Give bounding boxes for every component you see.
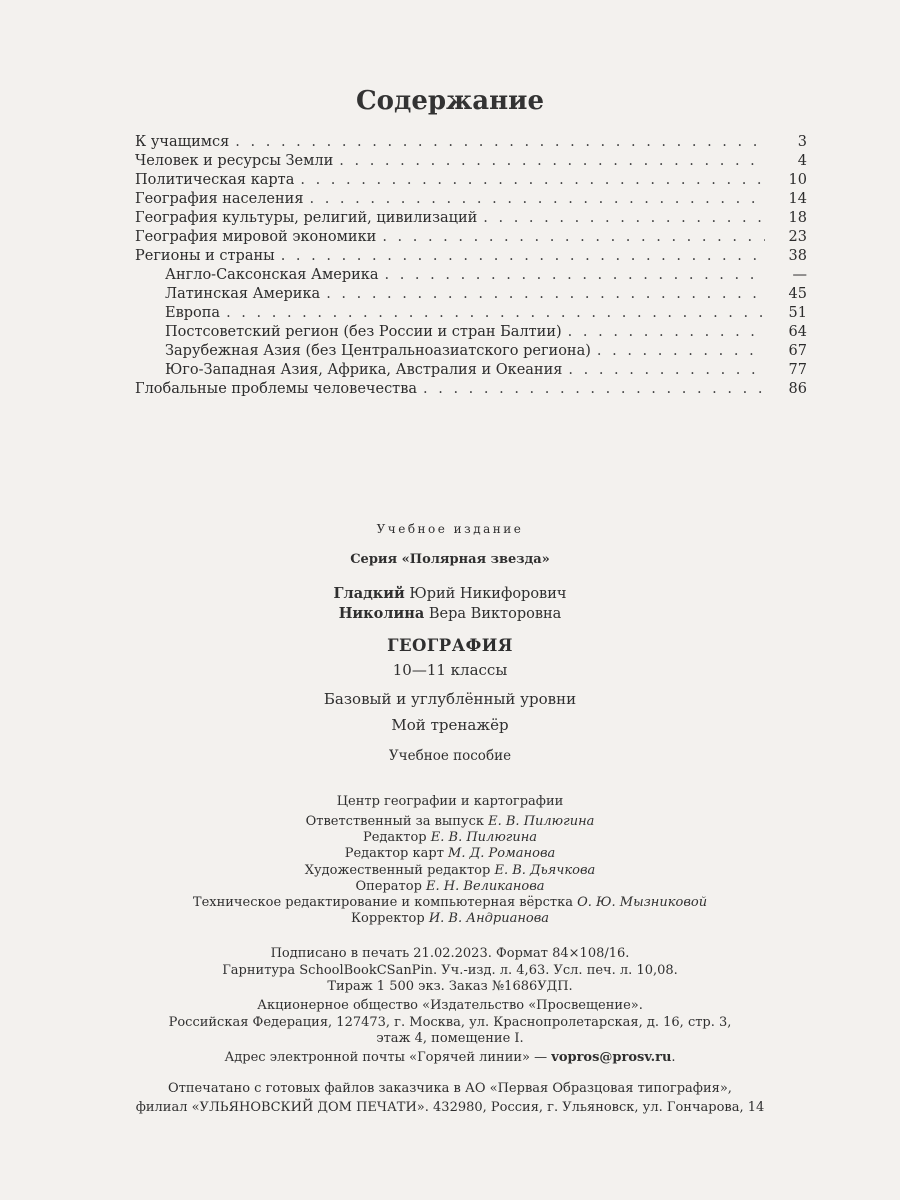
- toc-item-page: 14: [788, 191, 807, 207]
- print-info-line: Гарнитура SchoolBookCSanPin. Уч.-изд. л. 4,63. Усл. печ. л. 10,08.: [222, 962, 678, 978]
- credit-name: Е. Н. Великанова: [426, 878, 545, 894]
- toc-subitem: [135, 285, 807, 304]
- toc-item-page: 3: [797, 134, 807, 150]
- toc-item-label: Юго-Западная Азия, Африка, Австралия и Океания: [165, 362, 563, 378]
- credit-line: [0, 911, 900, 927]
- credit-role: Корректор: [350, 911, 425, 927]
- toc-leader-dots: [483, 209, 765, 228]
- staff-credits: [0, 814, 900, 927]
- toc-leader-dots: [339, 152, 765, 171]
- toc-item: [135, 171, 807, 190]
- toc-item-page: 64: [788, 324, 807, 340]
- toc-subitem: [135, 361, 807, 380]
- toc-item-page: 77: [788, 362, 807, 378]
- credit-name: Е. В. Пилюгина: [488, 814, 595, 829]
- book-subtitle: Мой тренажёр: [391, 716, 509, 734]
- toc-item-label: Человек и ресурсы Земли: [135, 153, 334, 169]
- toc-item: [135, 133, 807, 152]
- credit-name: О. Ю. Мызниковой: [577, 895, 708, 911]
- toc-item: [135, 190, 807, 209]
- toc-item: [135, 209, 807, 228]
- toc-item: [135, 228, 807, 247]
- author-line: [0, 604, 900, 624]
- toc-item: [135, 380, 807, 399]
- credit-line: [0, 879, 900, 895]
- toc-item-label: Регионы и страны: [135, 248, 275, 264]
- credit-line: [0, 863, 900, 879]
- toc-leader-dots: [597, 342, 765, 361]
- book-kind: Учебное пособие: [388, 748, 512, 764]
- toc-item-label: Постсоветский регион (без России и стран Балтии): [165, 324, 562, 340]
- table-of-contents: [135, 133, 807, 399]
- author-line: [0, 584, 900, 604]
- series-name: Серия «Полярная звезда»: [350, 552, 550, 567]
- authors: [0, 584, 900, 624]
- credit-line: [0, 814, 900, 830]
- credit-role: Ответственный за выпуск: [305, 814, 484, 829]
- credit-role: Редактор карт: [344, 846, 444, 862]
- author-surname: Гладкий: [333, 585, 405, 602]
- toc-leader-dots: [326, 285, 765, 304]
- toc-leader-dots: [300, 171, 765, 190]
- credit-role: Оператор: [355, 878, 422, 894]
- toc-item-label: Англо-Саксонская Америка: [165, 267, 379, 283]
- printer-line: Отпечатано с готовых файлов заказчика в АО «Первая Образцовая типография»,: [168, 1081, 732, 1096]
- author-names: Вера Викторовна: [428, 606, 562, 622]
- book-grades: 10—11 классы: [392, 661, 508, 679]
- credit-name: Е. В. Пилюгина: [430, 830, 538, 846]
- toc-item-label: География культуры, религий, цивилизаций: [135, 210, 478, 226]
- toc-item-page: 45: [788, 286, 807, 302]
- publisher-info: [0, 998, 900, 1048]
- printer-info: [0, 1079, 900, 1117]
- toc-item-page: 86: [788, 381, 807, 397]
- toc-item-label: Латинская Америка: [165, 286, 321, 302]
- toc-leader-dots: [281, 247, 765, 266]
- edition-type: Учебное издание: [376, 522, 524, 536]
- toc-leader-dots: [382, 228, 765, 247]
- publisher-line: этаж 4, помещение I.: [376, 1031, 524, 1046]
- toc-item: [135, 247, 807, 266]
- credit-line: [0, 895, 900, 911]
- printer-line: филиал «УЛЬЯНОВСКИЙ ДОМ ПЕЧАТИ». 432980, Россия, г. Ульяновск, ул. Гончарова, 14: [135, 1100, 765, 1115]
- author-surname: Николина: [338, 605, 425, 622]
- toc-item: [135, 152, 807, 171]
- toc-leader-dots: [235, 133, 765, 152]
- publisher-line: Акционерное общество «Издательство «Просвещение».: [257, 998, 643, 1013]
- publisher-line: Российская Федерация, 127473, г. Москва, ул. Краснопролетарская, д. 16, стр. 3,: [168, 1014, 732, 1030]
- book-title: ГЕОГРАФИЯ: [387, 636, 513, 655]
- toc-item-label: География населения: [135, 191, 304, 207]
- toc-leader-dots: [310, 190, 766, 209]
- toc-item-page: 4: [797, 153, 807, 169]
- toc-title: Содержание: [355, 86, 545, 116]
- credit-line: [0, 846, 900, 862]
- toc-item-label: Политическая карта: [135, 172, 295, 188]
- toc-leader-dots: [568, 361, 765, 380]
- email-suffix: .: [671, 1050, 676, 1065]
- credit-name: М. Д. Романова: [448, 846, 556, 862]
- email-address: vopros@prosv.ru: [551, 1050, 672, 1065]
- toc-item-label: Европа: [165, 305, 221, 321]
- toc-item-page: 23: [788, 229, 807, 245]
- email-prefix: Адрес электронной почты «Горячей линии» —: [224, 1050, 548, 1065]
- credit-role: Художественный редактор: [304, 862, 491, 878]
- toc-item-label: Зарубежная Азия (без Центральноазиатского региона): [165, 343, 591, 359]
- print-info-line: Тираж 1 500 экз. Заказ №1686УДП.: [327, 979, 573, 994]
- toc-leader-dots: [423, 380, 765, 399]
- toc-subitem: [135, 266, 807, 285]
- email-line: [0, 1050, 900, 1067]
- toc-item-page: 67: [788, 343, 807, 359]
- toc-item-page: —: [792, 267, 807, 283]
- credit-name: И. В. Андрианова: [428, 911, 550, 927]
- book-level: Базовый и углублённый уровни: [323, 690, 577, 708]
- print-info: [0, 946, 900, 996]
- editorial-center: Центр географии и картографии: [336, 794, 564, 809]
- toc-item-page: 38: [788, 248, 807, 264]
- print-info-line: Подписано в печать 21.02.2023. Формат 84×108/16.: [270, 946, 630, 961]
- toc-item-label: К учащимся: [135, 134, 230, 150]
- author-names: Юрий Никифорович: [409, 586, 567, 602]
- toc-leader-dots: [226, 304, 765, 323]
- toc-leader-dots: [384, 266, 765, 285]
- toc-item-page: 51: [788, 305, 807, 321]
- toc-item-label: Глобальные проблемы человечества: [135, 381, 418, 397]
- toc-item-page: 18: [788, 210, 807, 226]
- toc-item-page: 10: [788, 172, 807, 188]
- toc-subitem: [135, 323, 807, 342]
- toc-subitem: [135, 304, 807, 323]
- credit-role: Редактор: [362, 830, 427, 846]
- toc-leader-dots: [568, 323, 765, 342]
- credit-line: [0, 830, 900, 846]
- toc-subitem: [135, 342, 807, 361]
- credit-name: Е. В. Дьячкова: [494, 862, 596, 878]
- hotline-email: [0, 1050, 900, 1067]
- credit-role: Техническое редактирование и компьютерная вёрстка: [192, 895, 573, 911]
- toc-item-label: География мировой экономики: [135, 229, 377, 245]
